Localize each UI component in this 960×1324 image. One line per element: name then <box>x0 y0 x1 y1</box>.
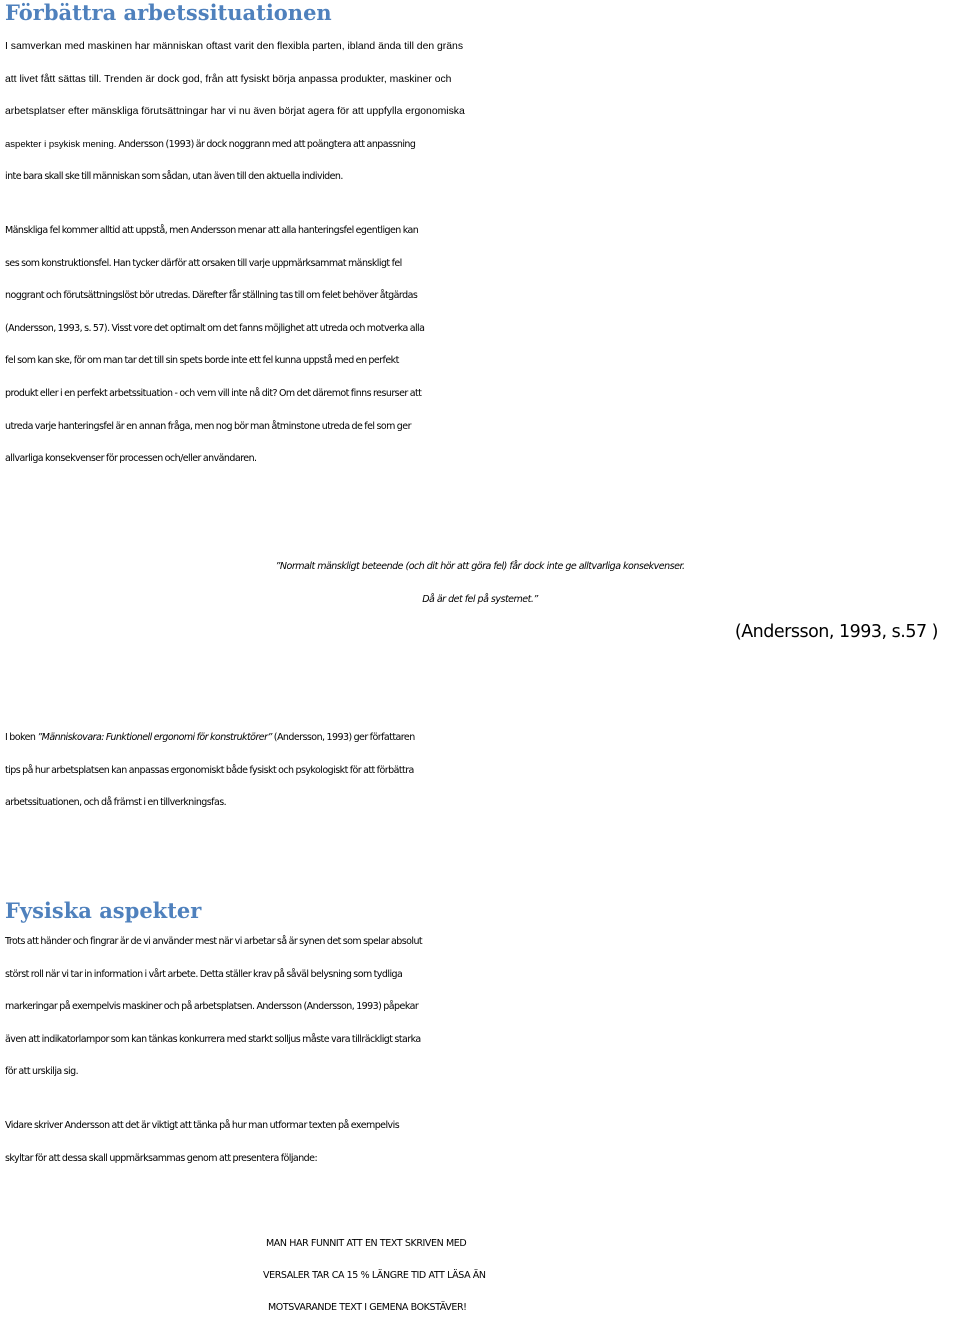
paragraph-line: att livet fått sättas till. Trenden är dock god, från att fysiskt börja anpassa produkter, maskiner och <box>5 73 452 85</box>
paragraph-fragment: aspekter i psykisk mening. <box>5 138 117 150</box>
paragraph-fragment: I boken <box>5 732 38 743</box>
paragraph-line <box>5 722 960 755</box>
paragraph-line: arbetsplatser efter mänskliga förutsättningar har vi nu även börjat agera för att uppfylla ergonomiska <box>5 106 465 118</box>
paragraph-line: Trots att händer och fingrar är de vi använder mest när vi arbetar så är synen det som spelar absolut <box>5 936 423 947</box>
caps-line: MOTSVARANDE TEXT I GEMENA BOKSTÄVER! <box>268 1302 467 1313</box>
paragraph-signage <box>5 1110 960 1175</box>
quote-citation: (Andersson, 1993, s.57 ) <box>734 622 938 642</box>
paragraph-book-reference <box>5 722 960 820</box>
section-heading-fysiska: Fysiska aspekter <box>5 898 202 923</box>
uppercase-example <box>0 1228 960 1324</box>
paragraph-vision <box>5 926 960 1089</box>
paragraph-fragment: (Andersson, 1993) ger författaren <box>271 732 415 743</box>
quote-line: ”Normalt mänskligt beteende (och dit hör att göra fel) får dock inte ge alltvarliga konsekvenser. <box>275 561 685 572</box>
caps-line: VERSALER TAR CA 15 % LÄNGRE TID ATT LÄSA ÄN <box>263 1270 486 1281</box>
section-heading-forbattra: Förbättra arbetssituationen <box>5 0 332 25</box>
paragraph-line: (Andersson, 1993, s. 57). Visst vore det optimalt om det fanns möjlighet att utreda och motverka alla <box>5 322 425 334</box>
paragraph-line: ses som konstruktionsfel. Han tycker därför att orsaken till varje uppmärksammat mänskligt fel <box>5 257 402 269</box>
paragraph-fragment: Andersson (1993) är dock noggrann med att poängtera att anpassning <box>118 138 416 150</box>
caps-line: MAN HAR FUNNIT ATT EN TEXT SKRIVEN MED <box>266 1238 467 1249</box>
paragraph-line: noggrant och förutsättningslöst bör utredas. Därefter får ställning tas till om felet behöver åtgärdas <box>5 290 418 302</box>
quote-line: Då är det fel på systemet.” <box>422 594 538 605</box>
paragraph-line: allvarliga konsekvenser för processen och/eller användaren. <box>5 453 257 465</box>
paragraph-line: arbetssituationen, och då främst i en tillverkningsfas. <box>5 797 227 809</box>
paragraph-line: tips på hur arbetsplatsen kan anpassas ergonomiskt både fysiskt och psykologiskt för att förbättra <box>5 764 414 776</box>
paragraph-line: skyltar för att dessa skall uppmärksammas genom att presentera följande: <box>5 1152 318 1164</box>
paragraph-line: fel som kan ske, för om man tar det till sin spets borde inte ett fel kunna uppstå med en perfekt <box>5 355 399 367</box>
paragraph-line: produkt eller i en perfekt arbetssituation - och vem vill inte nå dit? Om det däremot finns resurser att <box>5 387 422 399</box>
book-title: ”Människovara: Funktionell ergonomi för konstruktörer” <box>37 732 272 743</box>
paragraph-line: Vidare skriver Andersson att det är viktigt att tänka på hur man utformar texten på exempelvis <box>5 1120 400 1131</box>
paragraph-line: I samverkan med maskinen har människan oftast varit den flexibla parten, ibland ända till den gräns <box>5 41 464 52</box>
paragraph-line: störst roll när vi tar in information i vårt arbete. Detta ställer krav på såväl belysning som tydliga <box>5 968 403 980</box>
block-quote <box>0 550 960 616</box>
paragraph-intro <box>5 31 960 194</box>
paragraph-line <box>5 129 960 162</box>
paragraph-human-error <box>5 215 960 476</box>
paragraph-line: utreda varje hanteringsfel är en annan fråga, men nog bör man åtminstone utreda de fel som ger <box>5 420 411 432</box>
paragraph-line: även att indikatorlampor som kan tänkas konkurrera med starkt solljus måste vara tillräckligt starka <box>5 1033 421 1045</box>
paragraph-line: för att urskilja sig. <box>5 1066 79 1078</box>
paragraph-line: markeringar på exempelvis maskiner och på arbetsplatsen. Andersson (Andersson, 1993) påpekar <box>5 1001 419 1013</box>
paragraph-line: Mänskliga fel kommer alltid att uppstå, men Andersson menar att alla hanteringsfel egentligen kan <box>5 225 419 236</box>
paragraph-line: inte bara skall ske till människan som sådan, utan även till den aktuella individen. <box>5 171 343 183</box>
